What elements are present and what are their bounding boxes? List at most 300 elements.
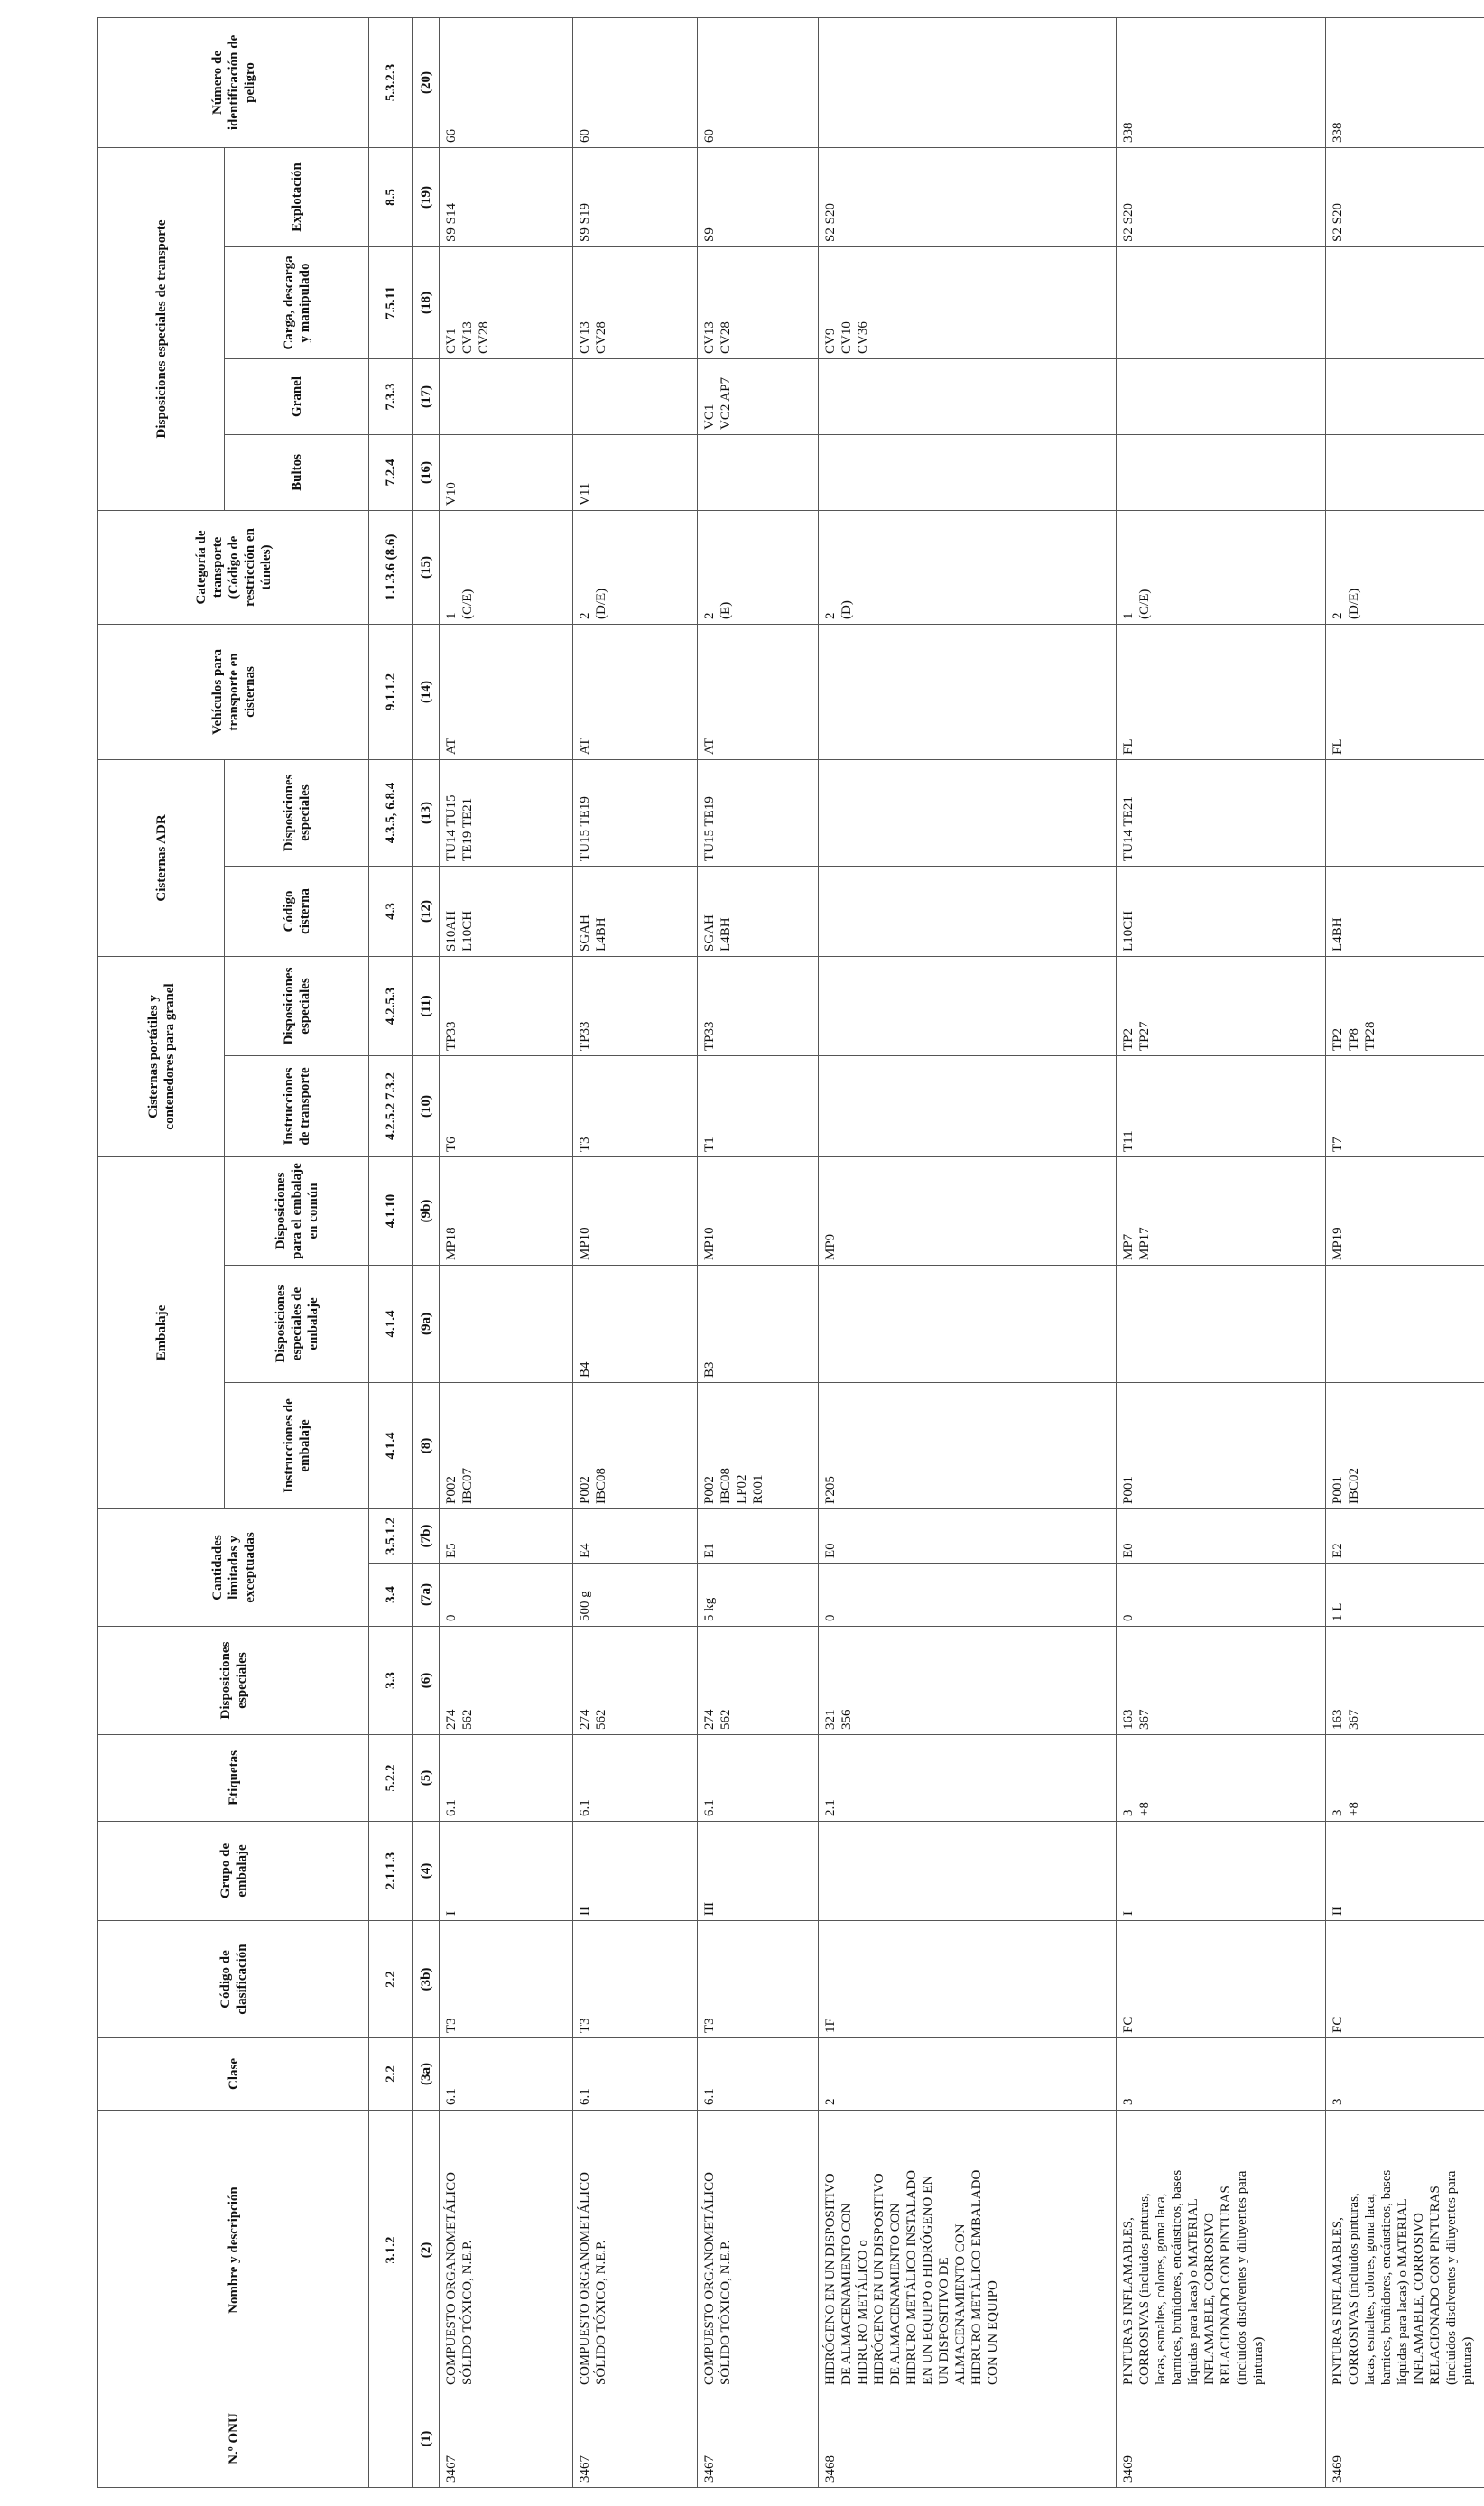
instrucciones-embalaje-cell-line: R001 xyxy=(751,1474,765,1504)
column-number-cell: (1) xyxy=(413,2390,440,2488)
instrucciones-transporte-cell-line: T3 xyxy=(578,1137,592,1152)
instrucciones-transporte-cell xyxy=(440,1055,573,1156)
disposiciones-especiales-cell-line: 163 xyxy=(1121,1709,1136,1730)
cp-disp-especiales-cell-line: TP33 xyxy=(702,1021,717,1051)
carga-cell-line: CV9 xyxy=(823,328,838,354)
cp-disp-especiales-cell-line: TP2 xyxy=(1121,1027,1136,1051)
disposiciones-especiales-cell xyxy=(1117,1627,1326,1735)
nombre-cell-line: pinturas) xyxy=(1461,2336,1475,2385)
etiquetas-cell-line: 6.1 xyxy=(578,1799,592,1816)
bultos-cell xyxy=(819,434,1117,510)
instrucciones-transporte-cell-line: T7 xyxy=(1331,1137,1345,1152)
codigo-cisterna-cell xyxy=(819,866,1117,956)
onu-cell: 3467 xyxy=(440,2390,573,2488)
disposiciones-especiales-cell-line: 274 xyxy=(702,1709,717,1730)
codigo-clasificacion-cell: T3 xyxy=(440,1921,573,2038)
adr-disp-especiales-cell xyxy=(1326,759,1484,866)
disposiciones-especiales-cell-line: 562 xyxy=(719,1709,733,1730)
vehiculos-cell: AT xyxy=(440,624,573,759)
granel-cell-line: VC1 xyxy=(702,404,717,430)
explotacion-cell xyxy=(1326,147,1484,246)
reference-cell: 4.3.5, 6.8.4 xyxy=(369,759,413,866)
cantidad-exceptuada-cell: E4 xyxy=(573,1509,698,1564)
reference-cell: 4.2.5.3 xyxy=(369,956,413,1055)
disposiciones-especiales-cell-line: 274 xyxy=(578,1709,592,1730)
instrucciones-transporte-cell xyxy=(1117,1055,1326,1156)
column-number-cell: (18) xyxy=(413,246,440,358)
col-header-disp-embalaje-comun: Disposiciones para el embalaje en común xyxy=(225,1156,369,1265)
granel-cell xyxy=(698,358,819,434)
column-number-cell: (19) xyxy=(413,147,440,246)
nombre-cell-line: (incluidos disolventes y diluyentes para xyxy=(1235,2170,1249,2385)
numero-peligro-cell: 60 xyxy=(698,17,819,147)
reference-cell: 4.2.5.2 7.3.2 xyxy=(369,1055,413,1156)
reference-cell: 2.2 xyxy=(369,1921,413,2038)
nombre-cell-line: HIDRÓGENO EN UN DISPOSITIVO xyxy=(823,2173,838,2385)
cantidad-limitada-cell: 5 kg xyxy=(698,1564,819,1627)
nombre-cell-line: HIDRURO METÁLICO EMBALADO xyxy=(969,2169,984,2385)
codigo-cisterna-cell-line: L4BH xyxy=(1331,917,1345,951)
categoria-transporte-cell-line: 1 xyxy=(444,612,459,619)
column-number-cell: (4) xyxy=(413,1822,440,1921)
cantidad-exceptuada-cell: E0 xyxy=(819,1509,1117,1564)
column-number-cell: (3b) xyxy=(413,1921,440,2038)
disposiciones-especiales-cell xyxy=(573,1627,698,1735)
etiquetas-cell xyxy=(1326,1735,1484,1822)
disp-embalaje-comun-cell xyxy=(1326,1156,1484,1265)
nombre-cell-line: DE ALMACENAMIENTO CON xyxy=(839,2203,854,2385)
disposiciones-especiales-cell-line: 562 xyxy=(460,1709,475,1730)
nombre-cell xyxy=(698,2111,819,2390)
table-row xyxy=(819,17,1117,2487)
explotacion-cell xyxy=(1117,147,1326,246)
col-header-grupo-embalaje: Grupo de embalaje xyxy=(98,1822,369,1921)
bultos-cell xyxy=(440,434,573,510)
column-number-cell: (16) xyxy=(413,434,440,510)
nombre-cell xyxy=(1326,2111,1484,2390)
nombre-cell-line: CORROSIVAS (incluidos pinturas, xyxy=(1137,2193,1152,2385)
clase-cell: 6.1 xyxy=(698,2038,819,2111)
disp-embalaje-comun-cell xyxy=(819,1156,1117,1265)
disp-embalaje-comun-cell-line: MP9 xyxy=(823,1233,838,1260)
instrucciones-transporte-cell-line: T1 xyxy=(702,1137,717,1152)
col-header-onu: N.º ONU xyxy=(98,2390,369,2488)
bultos-cell xyxy=(573,434,698,510)
disposiciones-especiales-cell xyxy=(819,1627,1117,1735)
carga-cell xyxy=(819,246,1117,358)
etiquetas-cell xyxy=(698,1735,819,1822)
onu-cell: 3467 xyxy=(698,2390,819,2488)
adr-dangerous-goods-table xyxy=(97,17,1484,2488)
codigo-clasificacion-cell: 1F xyxy=(819,1921,1117,2038)
column-number-cell: (7b) xyxy=(413,1509,440,1564)
carga-cell-line: CV10 xyxy=(839,321,854,354)
explotacion-cell xyxy=(819,147,1117,246)
categoria-transporte-cell-line: 2 xyxy=(578,612,592,619)
clase-cell: 2 xyxy=(819,2038,1117,2111)
granel-cell xyxy=(1326,358,1484,434)
disp-embalaje-comun-cell-line: MP10 xyxy=(578,1227,592,1260)
codigo-clasificacion-cell: FC xyxy=(1117,1921,1326,2038)
etiquetas-cell-line: 6.1 xyxy=(702,1799,717,1816)
column-number-cell: (7a) xyxy=(413,1564,440,1627)
nombre-cell-line: líquidas para lacas) o MATERIAL xyxy=(1186,2198,1201,2385)
nombre-cell-line: HIDRURO METÁLICO INSTALADO xyxy=(904,2170,919,2385)
column-number-cell: (10) xyxy=(413,1055,440,1156)
column-number-cell: (13) xyxy=(413,759,440,866)
instrucciones-embalaje-cell-line: IBC07 xyxy=(460,1467,475,1504)
explotacion-cell-line: S2 S20 xyxy=(1121,203,1136,242)
nombre-cell-line: SÓLIDO TÓXICO, N.E.P. xyxy=(594,2240,608,2385)
codigo-cisterna-cell-line: SGAH xyxy=(702,914,717,951)
nombre-cell-line: HIDRÓGENO EN UN DISPOSITIVO xyxy=(872,2173,886,2385)
instrucciones-embalaje-cell xyxy=(1117,1383,1326,1509)
table-row xyxy=(1326,17,1484,2487)
nombre-cell-line: SÓLIDO TÓXICO, N.E.P. xyxy=(719,2240,733,2385)
disposiciones-especiales-cell xyxy=(698,1627,819,1735)
cp-disp-especiales-cell xyxy=(819,956,1117,1055)
adr-disp-especiales-cell-line: TE19 TE21 xyxy=(460,797,475,861)
categoria-transporte-cell xyxy=(698,510,819,624)
onu-cell: 3468 xyxy=(819,2390,1117,2488)
nombre-cell xyxy=(1117,2111,1326,2390)
reference-cell: 4.1.4 xyxy=(369,1266,413,1383)
col-header-explotacion: Explotación xyxy=(225,147,369,246)
column-number-cell: (6) xyxy=(413,1627,440,1735)
reference-cell: 5.3.2.3 xyxy=(369,17,413,147)
disposiciones-especiales-cell xyxy=(440,1627,573,1735)
nombre-cell-line: ALMACENAMIENTO CON xyxy=(953,2223,968,2385)
etiquetas-cell-line: +8 xyxy=(1347,1802,1361,1816)
clase-cell: 6.1 xyxy=(440,2038,573,2111)
instrucciones-embalaje-cell-line: P002 xyxy=(444,1476,459,1504)
instrucciones-transporte-cell xyxy=(573,1055,698,1156)
disposiciones-especiales-cell-line: 274 xyxy=(444,1709,459,1730)
onu-cell: 3467 xyxy=(573,2390,698,2488)
cp-disp-especiales-cell xyxy=(1326,956,1484,1055)
adr-disp-especiales-cell xyxy=(573,759,698,866)
carga-cell-line: CV13 xyxy=(702,321,717,354)
vehiculos-cell xyxy=(819,624,1117,759)
numero-peligro-cell: 66 xyxy=(440,17,573,147)
cp-disp-especiales-cell-line: TP28 xyxy=(1363,1021,1377,1051)
instrucciones-embalaje-cell-line: P002 xyxy=(578,1476,592,1504)
col-header-instrucciones-transporte: Instrucciones de transporte xyxy=(225,1055,369,1156)
carga-cell-line: CV28 xyxy=(594,321,608,354)
granel-cell-line: VC2 AP7 xyxy=(719,377,733,430)
col-header-granel: Granel xyxy=(225,358,369,434)
nombre-cell-line: UN DISPOSITIVO DE xyxy=(937,2257,951,2385)
col-header-cantidades: Cantidades limitadas y exceptuadas xyxy=(98,1509,369,1627)
group-header-cisternas-portatiles: Cisternas portátiles y contenedores para granel xyxy=(98,956,225,1156)
instrucciones-embalaje-cell xyxy=(573,1383,698,1509)
categoria-transporte-cell-line: (C/E) xyxy=(460,589,475,619)
explotacion-cell-line: S9 xyxy=(702,227,717,242)
disposiciones-especiales-cell-line: 356 xyxy=(839,1709,854,1730)
categoria-transporte-cell xyxy=(1117,510,1326,624)
cantidad-exceptuada-cell: E1 xyxy=(698,1509,819,1564)
cp-disp-especiales-cell-line: TP33 xyxy=(444,1021,459,1051)
disp-embalaje-comun-cell-line: MP18 xyxy=(444,1227,459,1260)
reference-cell: 3.1.2 xyxy=(369,2111,413,2390)
column-number-cell: (11) xyxy=(413,956,440,1055)
reference-cell xyxy=(369,2390,413,2488)
table-row xyxy=(573,17,698,2487)
disp-embalaje-comun-cell xyxy=(440,1156,573,1265)
col-header-codigo-clasificacion: Código de clasificación xyxy=(98,1921,369,2038)
cantidad-exceptuada-cell: E5 xyxy=(440,1509,573,1564)
reference-cell: 3.3 xyxy=(369,1627,413,1735)
clase-cell: 3 xyxy=(1326,2038,1484,2111)
nombre-cell-line: CON UN EQUIPO xyxy=(986,2280,1000,2385)
cantidad-limitada-cell: 0 xyxy=(1117,1564,1326,1627)
explotacion-cell-line: S2 S20 xyxy=(823,203,838,242)
col-header-vehiculos: Vehículos para transporte en cisternas xyxy=(98,624,369,759)
column-number-cell: (15) xyxy=(413,510,440,624)
reference-cell: 1.1.3.6 (8.6) xyxy=(369,510,413,624)
instrucciones-transporte-cell-line: T6 xyxy=(444,1137,459,1152)
nombre-cell-line: COMPUESTO ORGANOMETÁLICO xyxy=(702,2172,717,2385)
codigo-clasificacion-cell: FC xyxy=(1326,1921,1484,2038)
column-number-cell: (2) xyxy=(413,2111,440,2390)
carga-cell-line: CV28 xyxy=(477,321,491,354)
adr-disp-especiales-cell xyxy=(819,759,1117,866)
categoria-transporte-cell-line: (D) xyxy=(839,600,854,619)
disp-embalaje-comun-cell-line: MP17 xyxy=(1137,1227,1152,1260)
reference-cell: 2.2 xyxy=(369,2038,413,2111)
carga-cell-line: CV36 xyxy=(856,321,870,354)
disp-esp-embalaje-cell xyxy=(573,1266,698,1383)
granel-cell xyxy=(573,358,698,434)
onu-cell: 3469 xyxy=(1117,2390,1326,2488)
categoria-transporte-cell xyxy=(440,510,573,624)
instrucciones-embalaje-cell-line: LP02 xyxy=(735,1474,749,1504)
onu-cell: 3469 xyxy=(1326,2390,1484,2488)
etiquetas-cell-line: 2.1 xyxy=(823,1799,838,1816)
reference-cell: 7.3.3 xyxy=(369,358,413,434)
nombre-cell-line: PINTURAS INFLAMABLES, xyxy=(1331,2217,1345,2385)
codigo-cisterna-cell xyxy=(698,866,819,956)
cp-disp-especiales-cell-line: TP2 xyxy=(1331,1027,1345,1051)
categoria-transporte-cell xyxy=(573,510,698,624)
categoria-transporte-cell-line: (D/E) xyxy=(594,588,608,619)
col-header-codigo-cisterna: Código cisterna xyxy=(225,866,369,956)
codigo-cisterna-cell-line: L4BH xyxy=(719,917,733,951)
nombre-cell-line: barnices, bruñidores, encáusticos, bases xyxy=(1170,2169,1184,2385)
nombre-cell-line: COMPUESTO ORGANOMETÁLICO xyxy=(578,2172,592,2385)
disp-embalaje-comun-cell-line: MP19 xyxy=(1331,1227,1345,1260)
codigo-clasificacion-cell: T3 xyxy=(698,1921,819,2038)
disp-esp-embalaje-cell xyxy=(698,1266,819,1383)
disposiciones-especiales-cell xyxy=(1326,1627,1484,1735)
nombre-cell-line: lacas, esmaltes, colores, goma laca, xyxy=(1363,2193,1377,2385)
nombre-cell-line: lacas, esmaltes, colores, goma laca, xyxy=(1154,2193,1168,2385)
carga-cell xyxy=(1117,246,1326,358)
instrucciones-embalaje-cell xyxy=(819,1383,1117,1509)
column-number-cell: (12) xyxy=(413,866,440,956)
etiquetas-cell xyxy=(573,1735,698,1822)
disp-esp-embalaje-cell-line: B3 xyxy=(702,1361,717,1378)
cantidad-exceptuada-cell: E2 xyxy=(1326,1509,1484,1564)
group-header-embalaje: Embalaje xyxy=(98,1156,225,1508)
instrucciones-transporte-cell-line: T11 xyxy=(1121,1130,1136,1152)
cantidad-exceptuada-cell: E0 xyxy=(1117,1509,1326,1564)
grupo-embalaje-cell: I xyxy=(1117,1822,1326,1921)
adr-disp-especiales-cell-line: TU14 TE21 xyxy=(1121,796,1136,861)
numero-peligro-cell: 60 xyxy=(573,17,698,147)
cp-disp-especiales-cell xyxy=(440,956,573,1055)
codigo-cisterna-cell xyxy=(1326,866,1484,956)
explotacion-cell-line: S2 S20 xyxy=(1331,203,1345,242)
reference-cell: 4.1.10 xyxy=(369,1156,413,1265)
instrucciones-transporte-cell xyxy=(819,1055,1117,1156)
reference-cell: 3.5.1.2 xyxy=(369,1509,413,1564)
carga-cell-line: CV13 xyxy=(460,321,475,354)
column-number-row xyxy=(413,17,440,2487)
reference-cell: 5.2.2 xyxy=(369,1735,413,1822)
instrucciones-embalaje-cell xyxy=(440,1383,573,1509)
vehiculos-cell: FL xyxy=(1326,624,1484,759)
carga-cell xyxy=(573,246,698,358)
disp-embalaje-comun-cell xyxy=(573,1156,698,1265)
disposiciones-especiales-cell-line: 367 xyxy=(1137,1709,1152,1730)
etiquetas-cell-line: 6.1 xyxy=(444,1799,459,1816)
instrucciones-transporte-cell xyxy=(698,1055,819,1156)
column-number-cell: (8) xyxy=(413,1383,440,1509)
codigo-cisterna-cell xyxy=(573,866,698,956)
bultos-cell xyxy=(1326,434,1484,510)
disp-embalaje-comun-cell xyxy=(1117,1156,1326,1265)
header-row-top xyxy=(98,17,225,2487)
reference-cell: 9.1.1.2 xyxy=(369,624,413,759)
instrucciones-transporte-cell xyxy=(1326,1055,1484,1156)
instrucciones-embalaje-cell-line: P002 xyxy=(702,1476,717,1504)
disp-esp-embalaje-cell xyxy=(1117,1266,1326,1383)
categoria-transporte-cell-line: 2 xyxy=(702,612,717,619)
disp-esp-embalaje-cell xyxy=(819,1266,1117,1383)
adr-disp-especiales-cell xyxy=(440,759,573,866)
col-header-numero-peligro: Número de identificación de peligro xyxy=(98,17,369,147)
nombre-cell-line: líquidas para lacas) o MATERIAL xyxy=(1396,2198,1410,2385)
cantidad-limitada-cell: 500 g xyxy=(573,1564,698,1627)
nombre-cell-line: RELACIONADO CON PINTURAS xyxy=(1219,2186,1233,2385)
categoria-transporte-cell xyxy=(1326,510,1484,624)
cantidad-limitada-cell: 0 xyxy=(819,1564,1117,1627)
nombre-cell-line: HIDRURO METÁLICO o xyxy=(856,2240,870,2385)
etiquetas-cell-line: +8 xyxy=(1137,1802,1152,1816)
disp-esp-embalaje-cell xyxy=(1326,1266,1484,1383)
disp-embalaje-comun-cell xyxy=(698,1156,819,1265)
column-number-cell: (5) xyxy=(413,1735,440,1822)
instrucciones-embalaje-cell-line: P001 xyxy=(1121,1476,1136,1504)
cantidad-limitada-cell: 0 xyxy=(440,1564,573,1627)
reference-cell: 7.5.11 xyxy=(369,246,413,358)
adr-disp-especiales-cell-line: TU15 TE19 xyxy=(702,796,717,861)
bultos-cell xyxy=(1117,434,1326,510)
bultos-cell xyxy=(698,434,819,510)
codigo-cisterna-cell-line: L4BH xyxy=(594,917,608,951)
grupo-embalaje-cell: I xyxy=(440,1822,573,1921)
disposiciones-especiales-cell-line: 163 xyxy=(1331,1709,1345,1730)
cp-disp-especiales-cell-line: TP27 xyxy=(1137,1021,1152,1051)
granel-cell xyxy=(440,358,573,434)
categoria-transporte-cell-line: (D/E) xyxy=(1347,588,1361,619)
col-header-carga: Carga, descarga y manipulado xyxy=(225,246,369,358)
carga-cell xyxy=(698,246,819,358)
disp-esp-embalaje-cell xyxy=(440,1266,573,1383)
grupo-embalaje-cell: II xyxy=(573,1822,698,1921)
codigo-clasificacion-cell: T3 xyxy=(573,1921,698,2038)
nombre-cell xyxy=(819,2111,1117,2390)
clase-cell: 3 xyxy=(1117,2038,1326,2111)
codigo-cisterna-cell-line: L10CH xyxy=(1121,910,1136,951)
codigo-cisterna-cell xyxy=(1117,866,1326,956)
instrucciones-embalaje-cell-line: P001 xyxy=(1331,1476,1345,1504)
nombre-cell-line: PINTURAS INFLAMABLES, xyxy=(1121,2217,1136,2385)
column-number-cell: (20) xyxy=(413,17,440,147)
instrucciones-embalaje-cell-line: IBC08 xyxy=(719,1467,733,1504)
group-header-cisternas-adr: Cisternas ADR xyxy=(98,759,225,956)
reference-cell: 4.3 xyxy=(369,866,413,956)
col-header-nombre: Nombre y descripción xyxy=(98,2111,369,2390)
reference-cell: 4.1.4 xyxy=(369,1383,413,1509)
disp-esp-embalaje-cell-line: B4 xyxy=(578,1361,592,1378)
instrucciones-embalaje-cell-line: IBC08 xyxy=(594,1467,608,1504)
categoria-transporte-cell-line: 2 xyxy=(823,612,838,619)
column-number-cell: (14) xyxy=(413,624,440,759)
nombre-cell-line: INFLAMABLE, CORROSIVO xyxy=(1202,2213,1217,2385)
carga-cell-line: CV13 xyxy=(578,321,592,354)
group-header-disp-transporte: Disposiciones especiales de transporte xyxy=(98,147,225,510)
col-header-clase: Clase xyxy=(98,2038,369,2111)
carga-cell xyxy=(440,246,573,358)
grupo-embalaje-cell: III xyxy=(698,1822,819,1921)
nombre-cell-line: pinturas) xyxy=(1251,2336,1266,2385)
carga-cell-line: CV28 xyxy=(719,321,733,354)
nombre-cell-line: barnices, bruñidores, encáusticos, bases xyxy=(1379,2169,1394,2385)
column-number-cell: (9a) xyxy=(413,1266,440,1383)
disp-embalaje-comun-cell-line: MP10 xyxy=(702,1227,717,1260)
col-header-adr-disp-especiales: Disposiciones especiales xyxy=(225,759,369,866)
reference-cell: 8.5 xyxy=(369,147,413,246)
nombre-cell xyxy=(440,2111,573,2390)
disposiciones-especiales-cell-line: 321 xyxy=(823,1709,838,1730)
numero-peligro-cell: 338 xyxy=(1326,17,1484,147)
cp-disp-especiales-cell xyxy=(698,956,819,1055)
table-row xyxy=(440,17,573,2487)
numero-peligro-cell xyxy=(819,17,1117,147)
categoria-transporte-cell-line: (C/E) xyxy=(1137,589,1152,619)
grupo-embalaje-cell: II xyxy=(1326,1822,1484,1921)
instrucciones-embalaje-cell-line: IBC02 xyxy=(1347,1467,1361,1504)
adr-disp-especiales-cell-line: TU15 TE19 xyxy=(578,796,592,861)
nombre-cell-line: DE ALMACENAMIENTO CON xyxy=(888,2203,903,2385)
etiquetas-cell-line: 3 xyxy=(1121,1809,1136,1816)
instrucciones-embalaje-cell xyxy=(1326,1383,1484,1509)
etiquetas-cell xyxy=(819,1735,1117,1822)
clase-cell: 6.1 xyxy=(573,2038,698,2111)
table-row xyxy=(698,17,819,2487)
cp-disp-especiales-cell-line: TP8 xyxy=(1347,1027,1361,1051)
vehiculos-cell: AT xyxy=(698,624,819,759)
nombre-cell-line: RELACIONADO CON PINTURAS xyxy=(1428,2186,1442,2385)
nombre-cell-line: INFLAMABLE, CORROSIVO xyxy=(1412,2213,1426,2385)
col-header-instrucciones-embalaje: Instrucciones de embalaje xyxy=(225,1383,369,1509)
etiquetas-cell-line: 3 xyxy=(1331,1809,1345,1816)
vehiculos-cell: AT xyxy=(573,624,698,759)
reference-cell: 2.1.1.3 xyxy=(369,1822,413,1921)
codigo-cisterna-cell-line: L10CH xyxy=(460,910,475,951)
